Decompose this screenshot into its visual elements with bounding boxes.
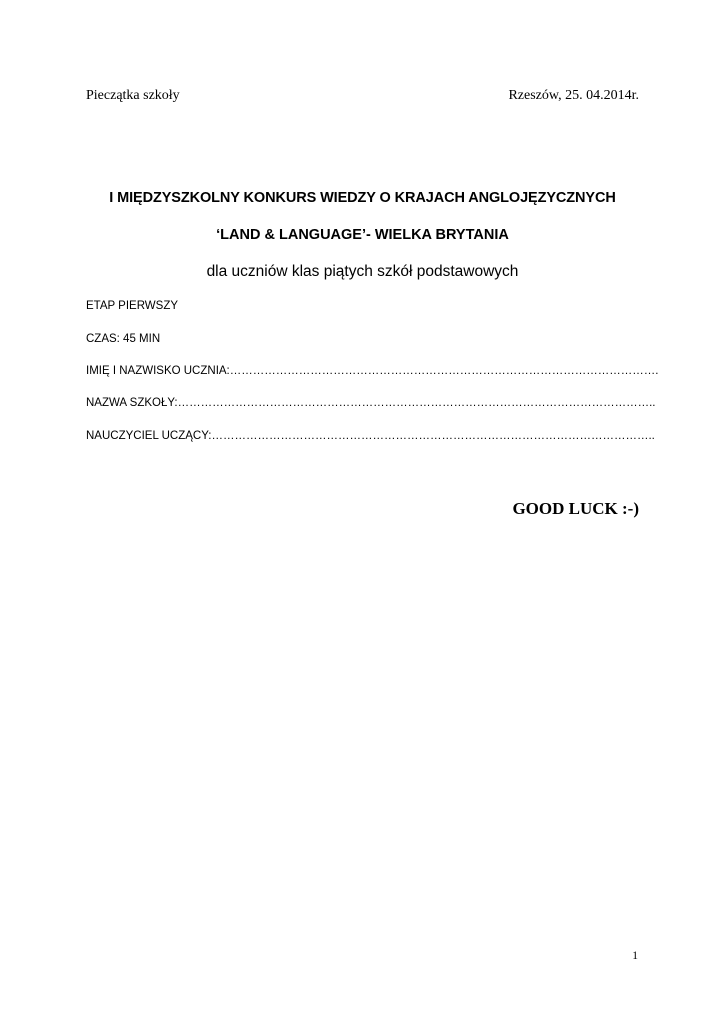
stage-label: ETAP PIERWSZY bbox=[86, 300, 179, 312]
place-and-date: Rzeszów, 25. 04.2014r. bbox=[508, 88, 639, 103]
document-title: I MIĘDZYSZKOLNY KONKURS WIEDZY O KRAJACH ANGLOJĘZYCZNYCH bbox=[109, 190, 616, 206]
document-subtitle: ‘LAND & LANGUAGE’- WIELKA BRYTANIA bbox=[216, 227, 509, 243]
target-audience: dla uczniów klas piątych szkół podstawowych bbox=[206, 263, 519, 280]
duration-label: CZAS: 45 MIN bbox=[86, 333, 161, 345]
school-name-field: NAZWA SZKOŁY:…………………………………………………………………………………………………………….. bbox=[86, 397, 656, 409]
teacher-field: NAUCZYCIEL UCZĄCY:…………………………………………………………………………………………………….. bbox=[86, 430, 655, 442]
good-luck-message: GOOD LUCK :-) bbox=[512, 499, 639, 518]
student-name-field: IMIĘ I NAZWISKO UCZNIA:…………………………………………………………………………………………………. bbox=[86, 365, 659, 377]
school-stamp-label: Pieczątka szkoły bbox=[86, 88, 180, 103]
page-number: 1 bbox=[632, 950, 638, 962]
